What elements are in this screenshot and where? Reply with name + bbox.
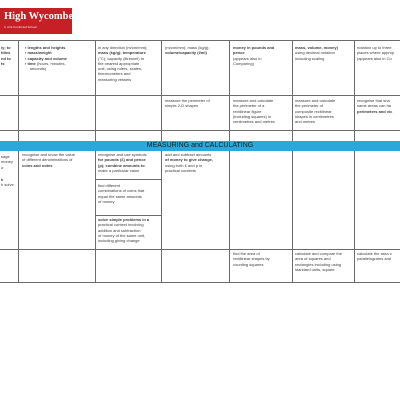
row3-col2-a: recognise and use symbols for pounds (£) and pence (p); combine amounts to make a particular value xyxy=(98,152,147,173)
row3-col1: recognise and know the value of different denominations of coins and notes xyxy=(22,152,75,168)
column-divider xyxy=(354,40,355,282)
section-banner-label: MEASURING and CALCULATING xyxy=(146,142,254,149)
column-divider xyxy=(95,40,96,282)
logo-subtitle: C of E Combined School xyxy=(4,25,37,29)
row1-col3: (m/cm/mm); mass (kg/g); volume/capacity (l/ml) xyxy=(165,45,210,56)
row3-col0: sage money o xyxy=(1,154,14,170)
column-divider xyxy=(161,40,162,282)
row-divider xyxy=(0,249,400,250)
row4-col6: calculate the area c parallelograms and xyxy=(357,251,392,262)
cell-divider xyxy=(95,215,161,216)
row1-col0: ly; to tities nd to ts xyxy=(1,45,11,66)
cell-divider xyxy=(95,179,161,180)
row4-col5: calculate and compare the area of squares and rectangles including using standard units, square xyxy=(295,251,342,272)
row1-col5: mass, volume, money) using decimal notation including scaling xyxy=(295,45,338,61)
row4-col4: find the area of rectilinear shapes by counting squares xyxy=(233,251,270,267)
row2-col3: measure the perimeter of simple 2-D shapes xyxy=(165,98,210,109)
row1-col2: in any direction (m/cm/mm); mass (kg/g); temperature (°C); capacity (litres/ml) to the nearest appropriate unit, using rulers, scales, thermometers and measuring vessels xyxy=(98,45,148,82)
row-divider xyxy=(0,40,400,41)
section-banner xyxy=(0,141,400,151)
row1-col6: notation up to three places where approp (appears also in Co xyxy=(357,45,395,61)
row-divider xyxy=(0,130,400,131)
column-divider xyxy=(18,40,19,282)
row1-col1: ▪ lengths and heights ▪ mass/weight ▪ capacity and volume ▪ time (hours, minutes, seconds) xyxy=(25,45,67,72)
row2-col5: measure and calculate the perimeter of composite rectilinear shapes in centimetres and metres xyxy=(295,98,336,125)
school-logo xyxy=(0,8,72,34)
row-divider xyxy=(0,282,400,283)
row2-col6: recognise that sha same areas can ha perimeters and vic xyxy=(357,98,393,114)
column-divider xyxy=(229,40,230,282)
row3-col0-lower: k h solve xyxy=(1,177,14,188)
column-divider xyxy=(292,40,293,282)
row3-col2-c: solve simple problems in a practical context involving addition and subtraction of money of the same unit, including giving change xyxy=(98,217,150,244)
logo-title: High Wycombe xyxy=(4,11,74,22)
row3-col3: add and subtract amounts of money to give change, using both £ and p in practical contexts xyxy=(165,152,214,173)
row1-col4: money in pounds and pence (appears also in Comparing) xyxy=(233,45,275,66)
row3-col2-b: find different combinations of coins that equal the same amounts of money xyxy=(98,183,145,204)
row-divider xyxy=(0,95,400,96)
curriculum-table xyxy=(0,40,400,283)
row2-col4: measure and calculate the perimeter of a rectilinear figure (including squares) in centimetres and metres xyxy=(233,98,275,125)
